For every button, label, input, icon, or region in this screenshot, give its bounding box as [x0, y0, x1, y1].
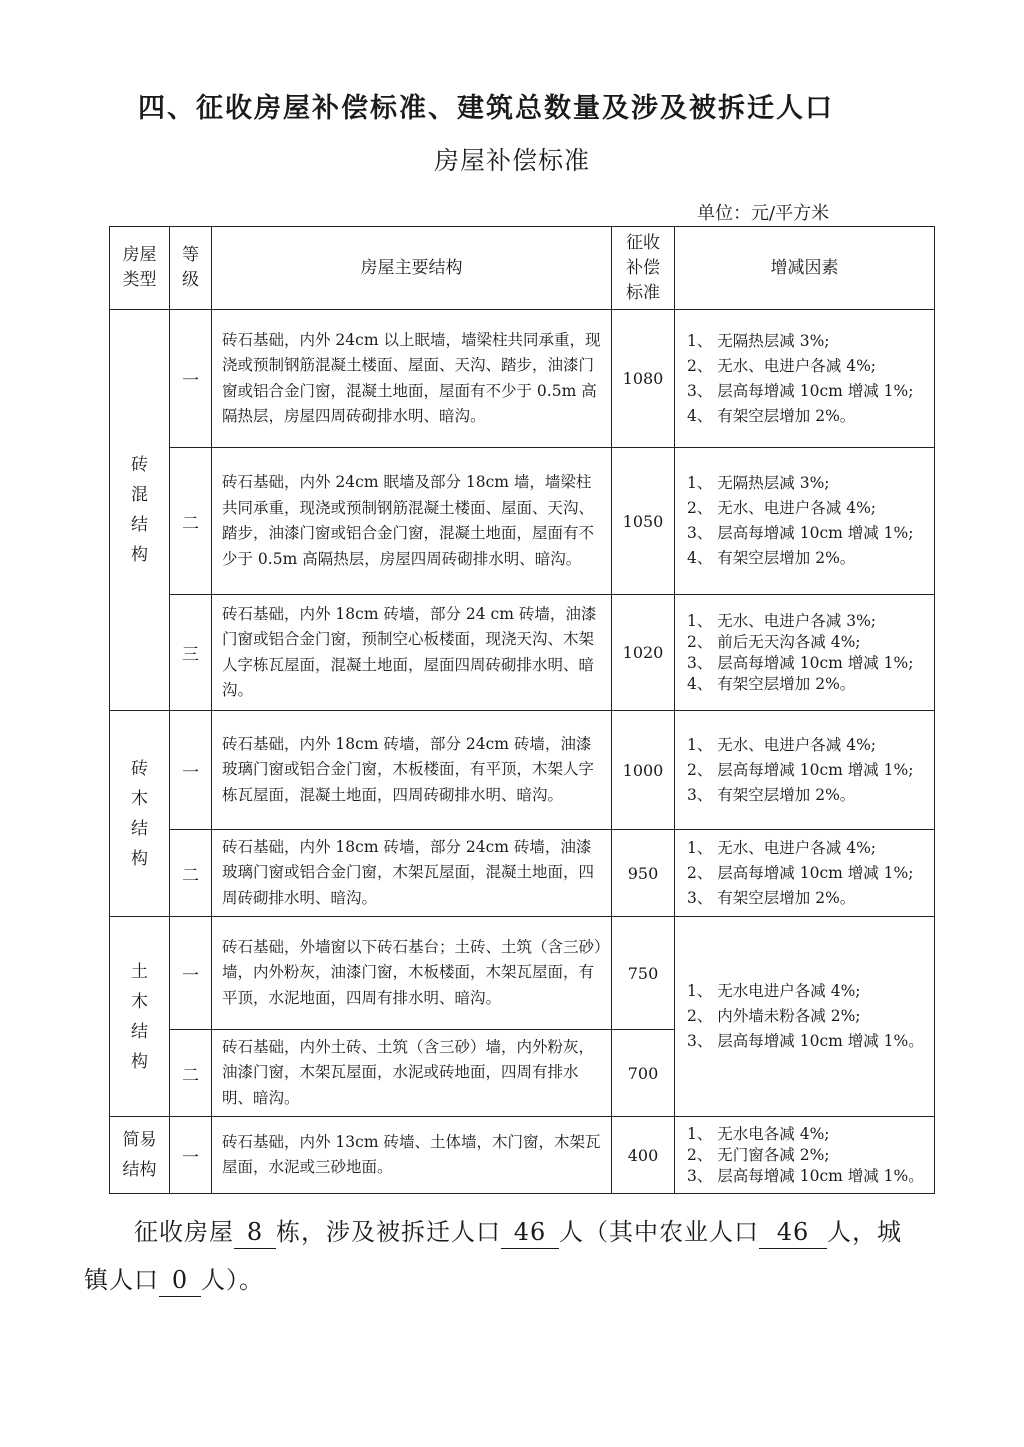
factor-item: 3、 有架空层增加 2%。: [687, 785, 856, 804]
header-house-type: 房屋类型: [110, 227, 170, 310]
unit-label: 单位：元/平方米: [697, 203, 830, 224]
grade-cell: 一: [170, 1117, 212, 1194]
house-type-brick-concrete: 砖混结构: [110, 310, 170, 711]
factor-item: 4、 有架空层增加 2%。: [687, 406, 856, 425]
house-type-brick-wood: 砖木结构: [110, 711, 170, 917]
grade-cell: 一: [170, 711, 212, 830]
factor-item: 4、 有架空层增加 2%。: [687, 549, 856, 567]
price-cell: 700: [612, 1030, 675, 1117]
factor-item: 4、 有架空层增加 2%。: [687, 674, 856, 693]
price-cell: 950: [612, 830, 675, 917]
price-cell: 400: [612, 1117, 675, 1194]
price-cell: 1080: [612, 310, 675, 448]
factor-item: 1、 无隔热层减 3%;: [687, 331, 830, 350]
section-heading: 四、征收房屋补偿标准、建筑总数量及涉及被拆迁人口: [138, 93, 834, 124]
factor-item: 2、 层高每增减 10cm 增减 1%;: [687, 760, 914, 779]
factor-item: 3、 层高每增减 10cm 增减 1%;: [687, 381, 914, 400]
compensation-standard-table: [109, 226, 935, 1194]
price-cell: 750: [612, 917, 675, 1030]
factor-item: 2、 内外墙未粉各减 2%;: [687, 1007, 861, 1025]
structure-cell: 砖石基础，内外 13cm 砖墙、土体墙，木门窗，木架瓦屋面，水泥或三砂地面。: [212, 1117, 612, 1194]
grade-cell: 二: [170, 448, 212, 595]
factor-item: 2、 层高每增减 10cm 增减 1%;: [687, 863, 914, 882]
factor-item: 2、 无门窗各减 2%;: [687, 1145, 830, 1164]
factor-item: 1、 无水、电进户各减 4%;: [687, 735, 877, 754]
factor-item: 2、 无水、电进户各减 4%;: [687, 356, 877, 375]
price-cell: 1050: [612, 448, 675, 595]
factor-item: 2、 无水、电进户各减 4%;: [687, 499, 877, 517]
price-cell: 1020: [612, 595, 675, 711]
factor-item: 2、 前后无天沟各减 4%;: [687, 632, 861, 651]
structure-cell: 砖石基础，内外 24cm 以上眠墙，墙梁柱共同承重，现浇或预制钢筋混凝土楼面、屋面、天沟、踏步，油漆门窗或铝合金门窗，混凝土地面，屋面有不少于 0.5m 高隔热层，房屋四周砖砌排水明、暗沟。: [212, 310, 612, 448]
factor-item: 1、 无隔热层减 3%;: [687, 474, 830, 492]
price-cell: 1000: [612, 711, 675, 830]
agricultural-population: 46: [759, 1216, 827, 1249]
factors-cell: [675, 1117, 935, 1194]
structure-cell: 砖石基础，内外土砖、土筑（含三砂）墙，内外粉灰，油漆门窗，木架瓦屋面，水泥或砖地面，四周有排水明、暗沟。: [212, 1030, 612, 1117]
factor-item: 3、 层高每增减 10cm 增减 1%;: [687, 653, 914, 672]
table-row: [110, 830, 935, 917]
grade-cell: 一: [170, 310, 212, 448]
table-row: [110, 595, 935, 711]
grade-cell: 二: [170, 830, 212, 917]
structure-cell: 砖石基础，内外 18cm 砖墙，部分 24cm 砖墙，油漆玻璃门窗或铝合金门窗，木架瓦屋面，混凝土地面，四周砖砌排水明、暗沟。: [212, 830, 612, 917]
factor-item: 1、 无水、电进户各减 4%;: [687, 838, 877, 857]
summary-paragraph: [84, 1208, 964, 1304]
people-count: 46: [501, 1216, 559, 1249]
summary-line-2: 镇人口 0 人）。: [84, 1256, 964, 1304]
summary-line-1: 征收房屋 8 栋，涉及被拆迁人口 46 人（其中农业人口 46 人，城: [84, 1208, 964, 1256]
header-main-structure: 房屋主要结构: [212, 227, 612, 310]
factors-cell: [675, 448, 935, 595]
structure-cell: 砖石基础，内外 24cm 眠墙及部分 18cm 墙，墙梁柱共同承重，现浇或预制钢筋混凝土楼面、屋面、天沟、踏步，油漆门窗或铝合金门窗，混凝土地面，屋面有不少于 0.5m 高隔热层，房屋四周砖砌排水明、暗沟。: [212, 448, 612, 595]
factor-item: 3、 层高每增减 10cm 增减 1%;: [687, 524, 914, 542]
house-type-earth-wood: 土木结构: [110, 917, 170, 1117]
table-row: [110, 1117, 935, 1194]
table-header-row: [110, 227, 935, 310]
factor-item: 3、 有架空层增加 2%。: [687, 888, 856, 907]
factor-item: 1、 无水电进户各减 4%;: [687, 982, 861, 1000]
factors-cell: [675, 595, 935, 711]
table-row: [110, 448, 935, 595]
table-row: [110, 711, 935, 830]
house-type-simple: 简易 结构: [110, 1117, 170, 1194]
header-grade: 等级: [170, 227, 212, 310]
table-row: [110, 310, 935, 448]
house-count: 8: [234, 1216, 276, 1249]
grade-cell: 三: [170, 595, 212, 711]
factors-cell: [675, 917, 935, 1117]
factor-item: 1、 无水、电进户各减 3%;: [687, 611, 877, 630]
table-title: 房屋补偿标准: [433, 146, 590, 175]
header-adjustment-factors: 增减因素: [675, 227, 935, 310]
factor-item: 1、 无水电各减 4%;: [687, 1124, 830, 1143]
header-compensation-standard: 征收补偿标准: [612, 227, 675, 310]
structure-cell: 砖石基础，内外 18cm 砖墙，部分 24 cm 砖墙，油漆门窗或铝合金门窗，预制空心板楼面，现浇天沟、木架人字栋瓦屋面，混凝土地面，屋面四周砖砌排水明、暗沟。: [212, 595, 612, 711]
factors-cell: [675, 310, 935, 448]
table-row: [110, 917, 935, 1030]
structure-cell: 砖石基础，外墙窗以下砖石基台；土砖、土筑（含三砂）墙，内外粉灰，油漆门窗，木板楼面，木架瓦屋面，有平顶，水泥地面，四周有排水明、暗沟。: [212, 917, 612, 1030]
factors-cell: [675, 830, 935, 917]
factor-item: 3、 层高每增减 10cm 增减 1%。: [687, 1166, 924, 1185]
structure-cell: 砖石基础，内外 18cm 砖墙，部分 24cm 砖墙，油漆玻璃门窗或铝合金门窗，木板楼面，有平顶，木架人字栋瓦屋面，混凝土地面，四周砖砌排水明、暗沟。: [212, 711, 612, 830]
grade-cell: 二: [170, 1030, 212, 1117]
urban-population: 0: [159, 1264, 201, 1297]
grade-cell: 一: [170, 917, 212, 1030]
factor-item: 3、 层高每增减 10cm 增减 1%。: [687, 1032, 924, 1050]
factors-cell: [675, 711, 935, 830]
